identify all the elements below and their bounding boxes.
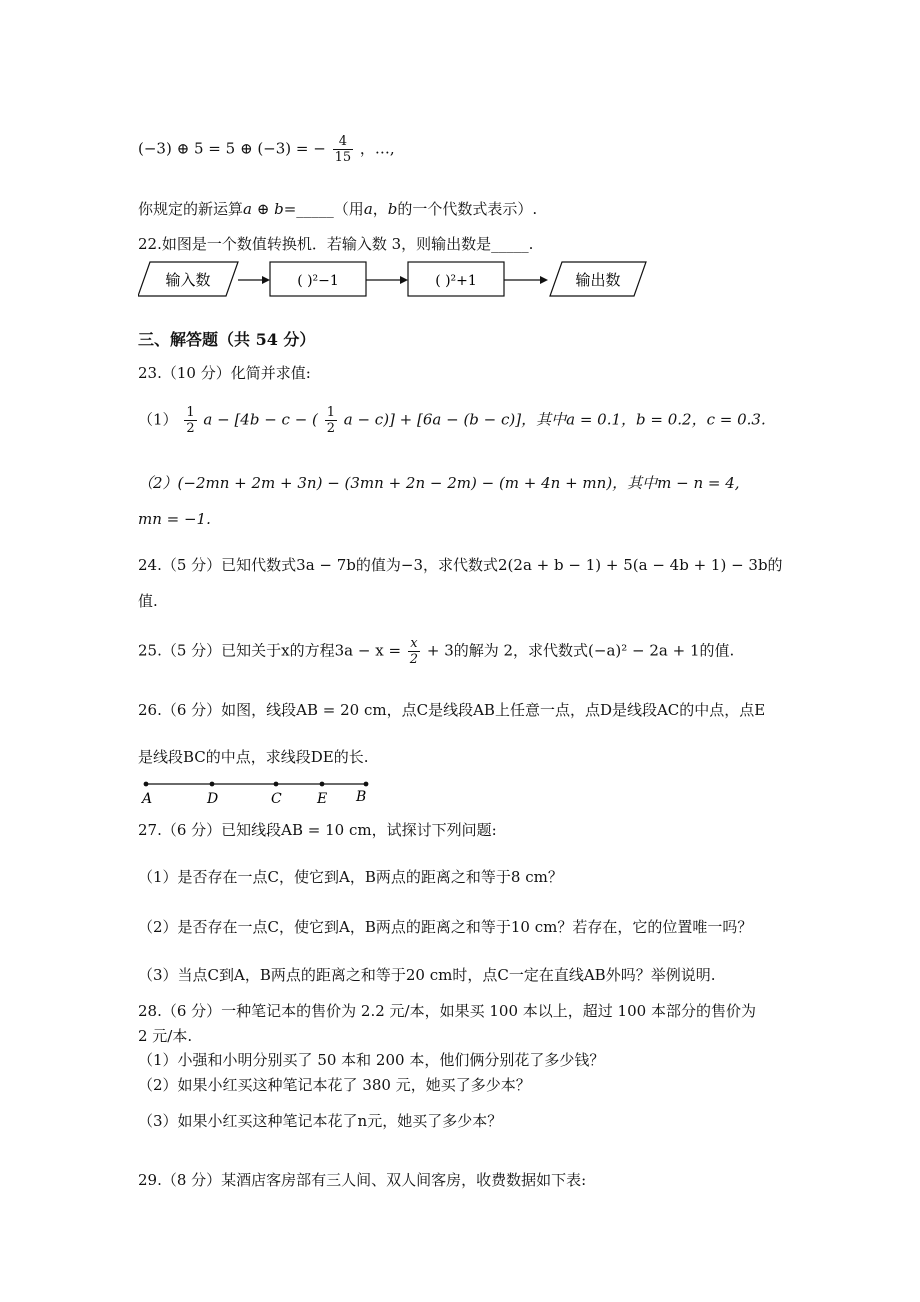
op-text-a: (−3) bbox=[138, 139, 172, 158]
var-a: a bbox=[243, 200, 252, 218]
box-1-label: ( )²−1 bbox=[297, 273, 339, 289]
frac-num-b: 1 bbox=[326, 405, 335, 420]
frac-den-2: 2 bbox=[409, 652, 419, 667]
q22-text: 22.如图是一个数值转换机．若输入数 3，则输出数是 bbox=[138, 235, 492, 253]
rule-suffix: 的一个代数式表示）. bbox=[397, 200, 538, 218]
q28-part2: （2）如果小红买这种笔记本花了 380 元，她买了多少本？ bbox=[138, 1076, 531, 1094]
label-c: C bbox=[271, 791, 282, 807]
operation-example-line bbox=[138, 134, 395, 165]
output-label: 输出数 bbox=[575, 271, 621, 289]
arrow-3-head bbox=[540, 276, 548, 284]
point-a bbox=[144, 782, 149, 787]
q27-part1: （1）是否存在一点C，使它到A，B两点的距离之和等于8 cm？ bbox=[138, 868, 563, 886]
q27-part3: （3）当点C到A，B两点的距离之和等于20 cm时，点C一定在直线AB外吗？举例说明. bbox=[138, 966, 716, 984]
op-text-c: (−3) = − bbox=[257, 139, 326, 158]
frac-num-x: x bbox=[408, 636, 420, 652]
q27-title: 27.（6 分）已知线段AB = 10 cm，试探讨下列问题: bbox=[138, 821, 497, 839]
q28-line1: 28.（6 分）一种笔记本的售价为 2.2 元/本，如果买 100 本以上，超过 100 本部分的售价为 bbox=[138, 1002, 756, 1020]
q23-part1 bbox=[138, 405, 766, 436]
q22-end: . bbox=[528, 235, 534, 253]
equals-sign: = bbox=[283, 200, 297, 218]
question-22 bbox=[138, 234, 533, 254]
number-machine-diagram bbox=[138, 258, 658, 302]
q25-post: + 3的解为 2，求代数式(−a)² − 2a + 1的值. bbox=[426, 641, 735, 660]
box-2-label: ( )²+1 bbox=[435, 273, 477, 289]
q25-line bbox=[138, 636, 734, 667]
oplus-symbol-2: ⊕ bbox=[239, 139, 253, 158]
fraction-1-2-b bbox=[325, 405, 337, 436]
var-b: b bbox=[274, 200, 284, 218]
fraction-4-15 bbox=[333, 134, 354, 165]
point-c bbox=[274, 782, 279, 787]
q23-part2-line1: （2）(−2mn + 2m + 3n) − (3mn + 2n − 2m) − (m + 4n + mn)，其中m − n = 4, bbox=[138, 474, 740, 492]
q28-part3: （3）如果小红买这种笔记本花了n元，她买了多少本？ bbox=[138, 1112, 503, 1130]
q23-p1-label: （1） bbox=[138, 410, 178, 429]
label-a: A bbox=[142, 791, 153, 807]
oplus-symbol: ⊕ bbox=[176, 139, 190, 158]
q28-part1: （1）小强和小明分别买了 50 本和 200 本，他们俩分别花了多少钱？ bbox=[138, 1051, 605, 1069]
section-3-heading: 三、解答题（共 54 分） bbox=[138, 330, 316, 349]
q24-line1: 24.（5 分）已知代数式3a − 7b的值为−3，求代数式2(2a + b − 1) + 5(a − 4b + 1) − 3b的 bbox=[138, 556, 783, 574]
label-b: B bbox=[356, 789, 367, 805]
oplus-symbol-3: ⊕ bbox=[256, 200, 270, 218]
frac-den-b: 2 bbox=[326, 421, 335, 436]
op-tail: ，…, bbox=[359, 139, 395, 158]
q27-part2: （2）是否存在一点C，使它到A，B两点的距离之和等于10 cm？若存在，它的位置唯一吗？ bbox=[138, 918, 753, 936]
frac-numerator: 4 bbox=[333, 134, 354, 150]
q23-title: 23.（10 分）化简并求值: bbox=[138, 364, 311, 382]
rule-comma: ， bbox=[372, 200, 388, 218]
label-e: E bbox=[317, 791, 328, 807]
rule-prefix: 你规定的新运算 bbox=[138, 200, 244, 218]
var-a-2: a bbox=[363, 200, 373, 218]
arrow-2-head bbox=[400, 276, 408, 284]
arrow-1-head bbox=[262, 276, 270, 284]
segment-diagram bbox=[138, 775, 378, 807]
answer-blank[interactable]: _____ bbox=[296, 200, 334, 218]
q25-pre: 25.（5 分）已知关于x的方程3a − x = bbox=[138, 641, 402, 660]
q26-line2: 是线段BC的中点，求线段DE的长. bbox=[138, 748, 369, 766]
var-b-2: b bbox=[387, 200, 398, 218]
frac-num: 1 bbox=[186, 405, 195, 420]
input-label: 输入数 bbox=[165, 271, 211, 289]
rule-mid: （用 bbox=[333, 200, 364, 218]
fraction-1-2 bbox=[184, 405, 196, 436]
frac-denominator: 15 bbox=[334, 150, 352, 165]
point-d bbox=[210, 782, 215, 787]
q24-line2: 值. bbox=[138, 592, 158, 610]
q22-blank[interactable]: _____ bbox=[491, 235, 529, 253]
op-text-b: 5 = 5 bbox=[193, 139, 236, 158]
q23-part2-line2: mn = −1. bbox=[138, 510, 211, 528]
define-operation-line bbox=[138, 199, 537, 219]
q23-p1-rest: a − c)] + [6a − (b − c)]，其中a = 0.1，b = 0.2，c = 0.3. bbox=[343, 410, 766, 429]
point-b bbox=[364, 782, 369, 787]
frac-den: 2 bbox=[186, 421, 195, 436]
point-e bbox=[320, 782, 325, 787]
q23-p1-expr: a − [4b − c − ( bbox=[203, 410, 318, 429]
fraction-x-2 bbox=[408, 636, 420, 667]
label-d: D bbox=[207, 791, 219, 807]
q26-line1: 26.（6 分）如图，线段AB = 20 cm，点C是线段AB上任意一点，点D是线段AC的中点，点E bbox=[138, 701, 766, 719]
q28-line2: 2 元/本. bbox=[138, 1027, 193, 1045]
q29-line: 29.（8 分）某酒店客房部有三人间、双人间客房，收费数据如下表: bbox=[138, 1171, 587, 1189]
